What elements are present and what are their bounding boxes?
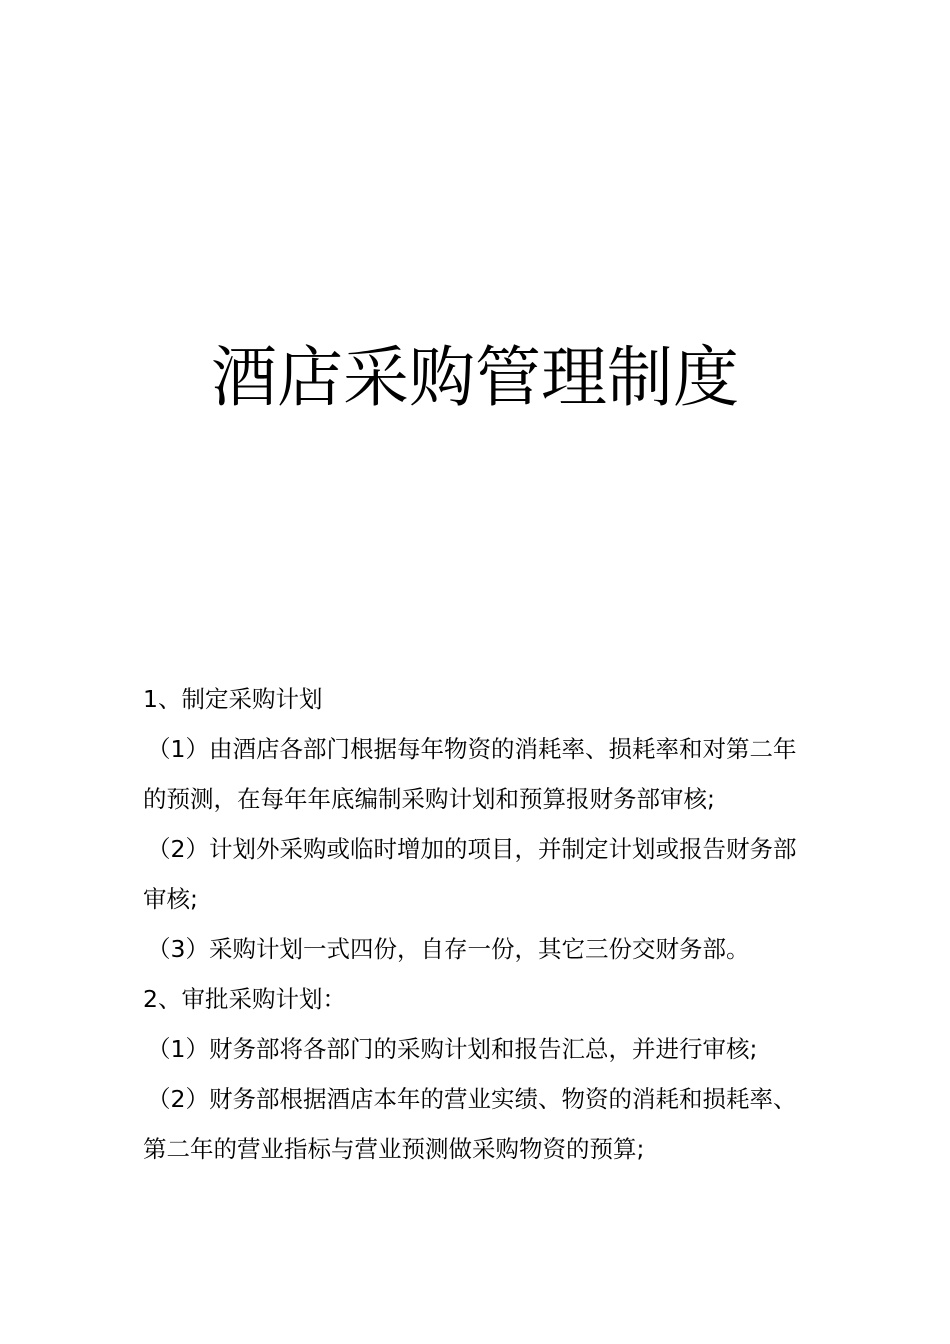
paragraph-1-2: （2）计划外采购或临时增加的项目，并制定计划或报告财务部审核;	[143, 835, 797, 913]
document-title: 酒店采购管理制度	[211, 339, 739, 416]
section-heading-2: 2、审批采购计划：	[143, 985, 346, 1013]
section-heading-1: 1、制定采购计划	[143, 685, 323, 713]
paragraph-1-1: （1）由酒店各部门根据每年物资的消耗率、损耗率和对第二年的预测，在每年年底编制采购计划和预算报财务部审核;	[143, 735, 797, 813]
paragraph-2-1: （1）财务部将各部门的采购计划和报告汇总，并进行审核;	[147, 1035, 758, 1063]
paragraph-1-3: （3）采购计划一式四份，自存一份，其它三份交财务部。	[147, 935, 750, 963]
document-body	[143, 674, 813, 1174]
paragraph-2-2: （2）财务部根据酒店本年的营业实绩、物资的消耗和损耗率、第二年的营业指标与营业预测做采购物资的预算;	[143, 1085, 797, 1163]
